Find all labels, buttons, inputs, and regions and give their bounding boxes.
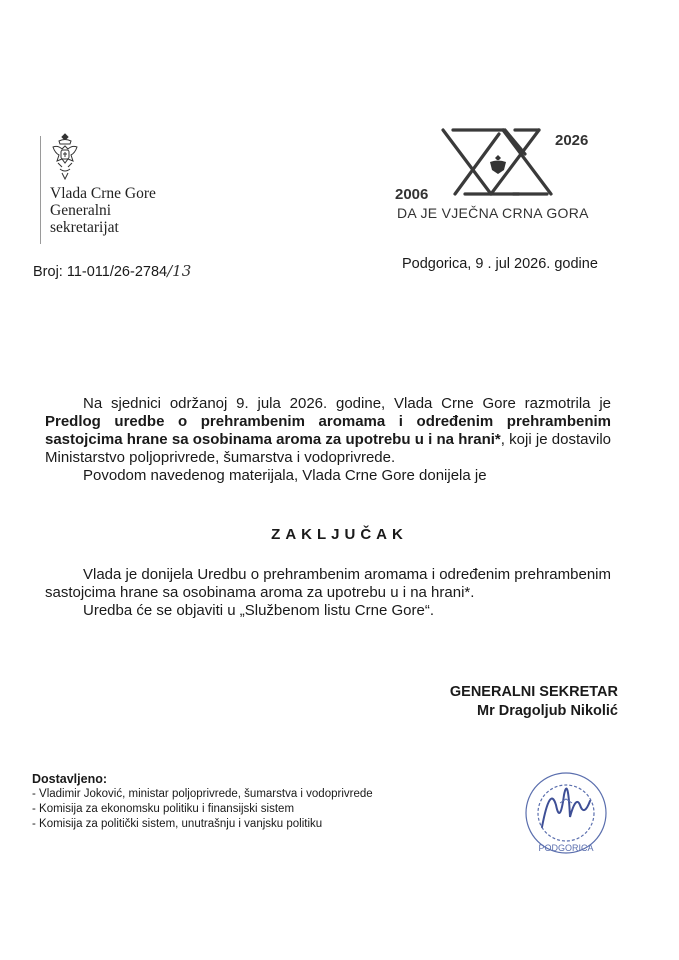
conclusion-paragraph: Vlada je donijela Uredbu o prehrambenim aromama i određenim prehrambenim sastojcima hrane sa osobinama aroma za upotrebu u i na hrani*. xyxy=(45,566,611,601)
distribution-list xyxy=(32,772,373,832)
document-body xyxy=(45,395,611,485)
paragraph-text: Na sjednici održanoj 9. jula 2026. godine, Vlada Crne Gore razmotrila je xyxy=(83,395,611,412)
gov-line: sekretarijat xyxy=(50,219,119,236)
conclusion-title: ZAKLJUČAK xyxy=(271,526,408,543)
logo-motto: DA JE VJEČNA CRNA GORA xyxy=(397,205,589,221)
reference-number-text: Broj: 11-011/26-2784 xyxy=(33,264,168,280)
gov-line: Vlada Crne Gore xyxy=(50,185,156,202)
distribution-title: Dostavljeno: xyxy=(32,772,108,786)
gov-line: Generalni xyxy=(50,202,112,219)
stamp-text: PODGORICA xyxy=(538,843,594,853)
handwritten-suffix: /13 xyxy=(167,262,192,280)
signature-block xyxy=(380,683,618,721)
paragraph-text: , koji je dostavilo Ministarstvo poljoprivrede, šumarstva i vodoprivrede. xyxy=(45,431,611,466)
distribution-item: - Komisija za ekonomsku politiku i finansijski sistem xyxy=(32,803,295,815)
distribution-item: - Komisija za politički sistem, unutrašnju i vanjsku politiku xyxy=(32,818,323,830)
official-stamp-icon xyxy=(520,765,612,863)
conclusion-paragraph: Uredba će se objaviti u „Službenom listu Crne Gore“. xyxy=(83,602,434,619)
paragraph-session xyxy=(45,395,611,467)
distribution-item: - Vladimir Joković, ministar poljoprivrede, šumarstva i vodoprivrede xyxy=(32,788,373,800)
logo-year-start: 2006 xyxy=(395,186,429,203)
xx-anniversary-logo xyxy=(395,122,605,222)
signature-title: GENERALNI SEKRETAR xyxy=(449,684,618,700)
montenegro-coat-of-arms-icon xyxy=(50,133,80,181)
header-divider xyxy=(40,136,41,244)
conclusion-body xyxy=(45,566,611,620)
government-name xyxy=(50,185,156,236)
signature-name: Mr Dragoljub Nikolić xyxy=(477,703,618,719)
proposal-title: Predlog uredbe o prehrambenim aromama i određenim prehrambenim sastojcima hrane sa osobinama aroma za upotrebu u i na hrani* xyxy=(45,413,611,448)
paragraph-decision-intro: Povodom navedenog materijala, Vlada Crne Gore donijela je xyxy=(83,467,487,484)
logo-year-end: 2026 xyxy=(555,132,589,149)
document-date: Podgorica, 9 . jul 2026. godine xyxy=(402,256,598,272)
reference-number xyxy=(33,262,191,280)
